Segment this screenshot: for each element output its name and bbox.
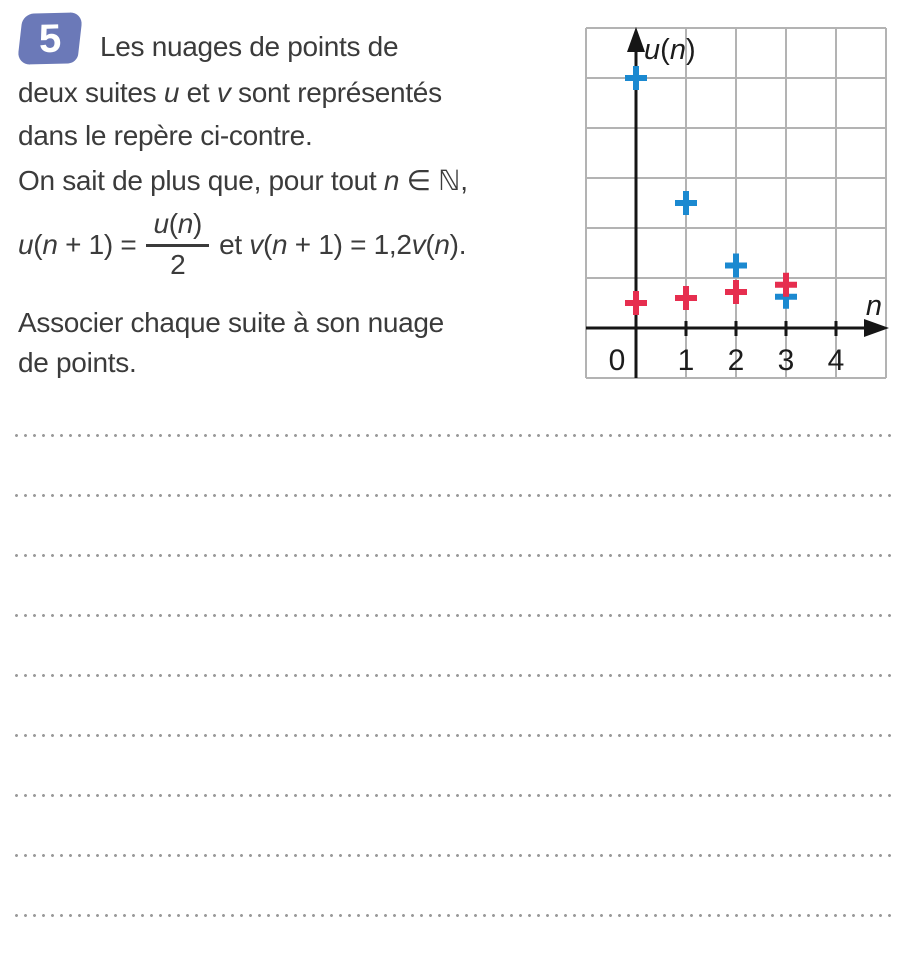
data-point-v-0 xyxy=(625,291,647,315)
fraction xyxy=(146,208,209,281)
statement-line-4: On sait de plus que, pour tout n ∈ ℕ, xyxy=(18,165,468,196)
data-point-u-2 xyxy=(725,254,747,278)
recurrence-formula xyxy=(18,208,466,281)
exercise-number-badge xyxy=(17,12,83,65)
x-tick-label-1: 1 xyxy=(677,344,695,377)
answer-line xyxy=(12,494,893,497)
x-tick-label-0: 0 xyxy=(608,344,626,377)
answer-line xyxy=(12,674,893,677)
x-axis-label: n xyxy=(865,290,883,322)
answer-line xyxy=(12,854,893,857)
answer-line xyxy=(12,614,893,617)
answer-line xyxy=(12,734,893,737)
x-tick-label-2: 2 xyxy=(727,344,745,377)
answer-line xyxy=(12,554,893,557)
exercise-number: 5 xyxy=(38,16,62,61)
instruction-line-2: de points. xyxy=(18,347,137,378)
answer-line xyxy=(12,794,893,797)
y-axis-arrow-icon xyxy=(627,27,645,52)
data-point-u-1 xyxy=(675,191,697,215)
scatter-chart xyxy=(578,20,902,388)
formula-lhs: u(n + 1) = xyxy=(18,228,137,260)
data-point-v-3 xyxy=(775,273,797,297)
data-point-u-0 xyxy=(625,66,647,90)
fraction-denominator: 2 xyxy=(170,249,186,280)
answer-line xyxy=(12,434,893,437)
statement-line-1: Les nuages de points de xyxy=(100,31,399,62)
statement-line-3: dans le repère ci-contre. xyxy=(18,120,313,151)
instruction-line-1: Associer chaque suite à son nuage xyxy=(18,307,444,338)
data-point-v-2 xyxy=(725,280,747,304)
answer-line xyxy=(12,914,893,917)
fraction-numerator: u(n) xyxy=(146,208,209,247)
x-tick-label-4: 4 xyxy=(827,344,845,377)
data-point-v-1 xyxy=(675,286,697,310)
y-axis-label: u(n) xyxy=(644,34,696,66)
formula-rhs: et v(n + 1) = 1,2v(n). xyxy=(219,228,467,260)
statement-line-2: deux suites u et v sont représentés xyxy=(18,77,442,108)
x-tick-label-3: 3 xyxy=(777,344,795,377)
